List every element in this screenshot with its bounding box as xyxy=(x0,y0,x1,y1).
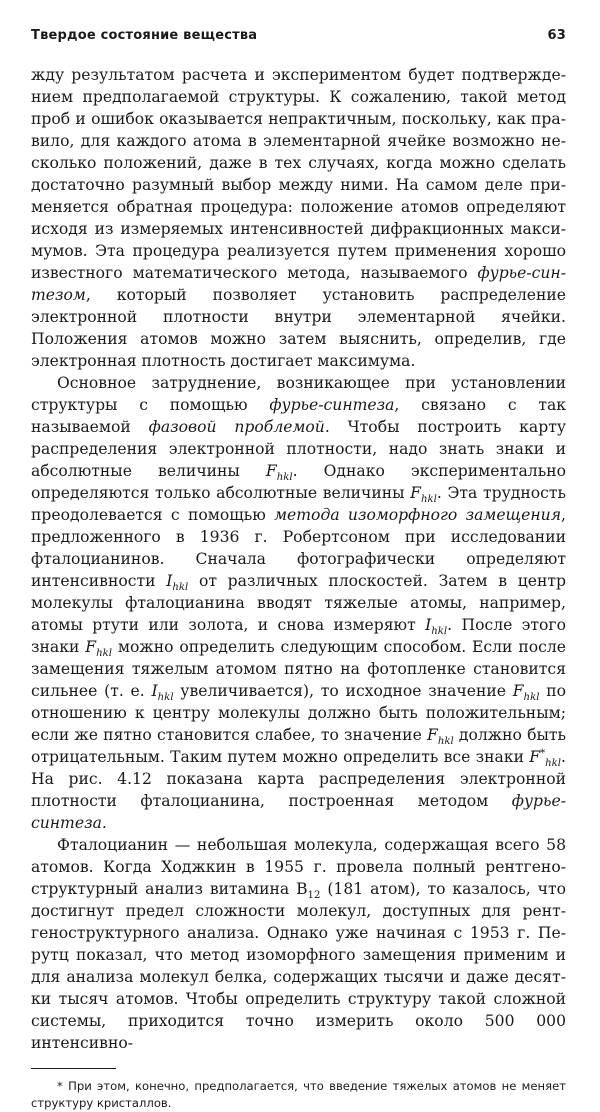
subscript: 12 xyxy=(307,890,321,902)
subscript: hkl xyxy=(523,692,540,704)
running-header xyxy=(31,28,566,43)
italic-run: фурье-синтеза. xyxy=(31,792,566,832)
page-number: 63 xyxy=(547,28,566,43)
italic-run: фурье-синтезом xyxy=(31,264,566,304)
paragraph xyxy=(31,834,566,1054)
italic-run: I xyxy=(166,572,173,590)
text-run: , который позволяет установить распределение электронной плотности внутри элементарной ячейки. Положения атомов можно затем выяснить, определив, где электронная плотность достигает максимума. xyxy=(31,286,566,370)
body-text xyxy=(31,64,566,1054)
subscript: hkl xyxy=(545,758,562,770)
italic-run: метода изоморфного замещения xyxy=(274,506,562,524)
text-run: должно быть отрицательным. Таким путем можно определить все знаки xyxy=(31,726,566,766)
subscript: hkl xyxy=(96,648,112,660)
text-run: увеличивается), то исходное значение xyxy=(173,682,513,700)
text-run: можно определить следующим способом. Если после замещения тяжелым атомом пятно на фотопленке становится сильнее (т. е. xyxy=(31,638,566,700)
italic-run: F xyxy=(426,726,438,744)
chapter-title: Твердое состояние вещества xyxy=(31,28,258,43)
italic-run: F xyxy=(529,748,541,766)
text-run: , предложенного в 1936 г. Робертсоном при исследовании фталоцианинов. Сначала фотографически определяют интенсивности xyxy=(31,506,566,590)
text-run: Фталоцианин — небольшая молекула, содержащая всего 58 атомов. Когда Ходжкин в 1955 г. провела полный рентгеноструктурный анализ витамина B xyxy=(31,836,566,898)
text-run: от различных плоскостей. Затем в центр молекулы фталоцианина вводят тяжелые атомы, например, атомы ртути или золота, и снова измеряют xyxy=(31,572,567,634)
text-run: . Однако экспериментально определяются только абсолютные величины xyxy=(31,462,566,502)
text-run: . На рис. 4.12 показана карта распределения электронной плотности фталоцианина, построенная методом xyxy=(31,748,566,810)
footnote: * При этом, конечно, предполагается, что введение тяжелых атомов не меняет структуру кристаллов. xyxy=(31,1079,566,1110)
text-run: . Эта трудность преодолевается с помощью xyxy=(31,484,566,524)
subscript: hkl xyxy=(431,626,448,638)
italic-run: I xyxy=(151,682,158,700)
italic-run: фазовой проблемой. xyxy=(148,418,330,436)
text-run: , связано с так называемой xyxy=(31,396,566,436)
subscript: hkl xyxy=(421,494,437,506)
text-run: Основное затруднение, возникающее при установлении структуры с помощью xyxy=(31,374,566,414)
subscript: hkl xyxy=(276,472,293,484)
paragraph xyxy=(31,372,566,834)
italic-run: F xyxy=(265,462,277,480)
text-run: Чтобы построить карту распределения электронной плотности, надо знать знаки и абсолютные величины xyxy=(31,418,566,480)
subscript: hkl xyxy=(437,736,454,748)
italic-run: F xyxy=(512,682,524,700)
text-run: жду результатом расчета и экспериментом будет подтверждением предполагаемой структуры. К сожалению, такой метод проб и ошибок оказывается непрактичным, поскольку, как правило, для каждого атома в элементарной ячейке возможно несколько положений, даже в тех случаях, когда можно сделать достаточно разумный выбор между ними. На самом деле применяется обратная процедура: положение атомов определяют исходя из измеряемых интенсивностей дифракционных максимумов. Эта процедура реализуется путем применения хорошо известного математического метода, называемого xyxy=(31,66,566,282)
italic-run: F xyxy=(85,638,97,656)
text-run: по отношению к центру молекулы должно быть положительным; если же пятно становится слабее, то значение xyxy=(31,682,566,744)
subscript: hkl xyxy=(157,692,174,704)
text-run: . После этого знаки xyxy=(31,616,566,656)
subscript: hkl xyxy=(172,582,189,594)
superscript: * xyxy=(540,747,546,759)
text-run: (181 атом), то казалось, что достигнут предел сложности молекул, доступных для рентгеноструктурного анализа. Однако уже начиная с 1953 г. Перутц показал, что метод изоморфного замещения применим и для анализа молекул белка, содержащих тысячи и даже десятки тысяч атомов. Чтобы определить структуру такой сложной системы, приходится точно измерить около 500 000 интенсивно- xyxy=(31,880,566,1052)
italic-run: фурье-синтеза xyxy=(269,396,395,414)
italic-run: F xyxy=(410,484,421,502)
footnote-divider xyxy=(31,1068,116,1069)
paragraph xyxy=(31,64,566,372)
italic-run: I xyxy=(425,616,432,634)
